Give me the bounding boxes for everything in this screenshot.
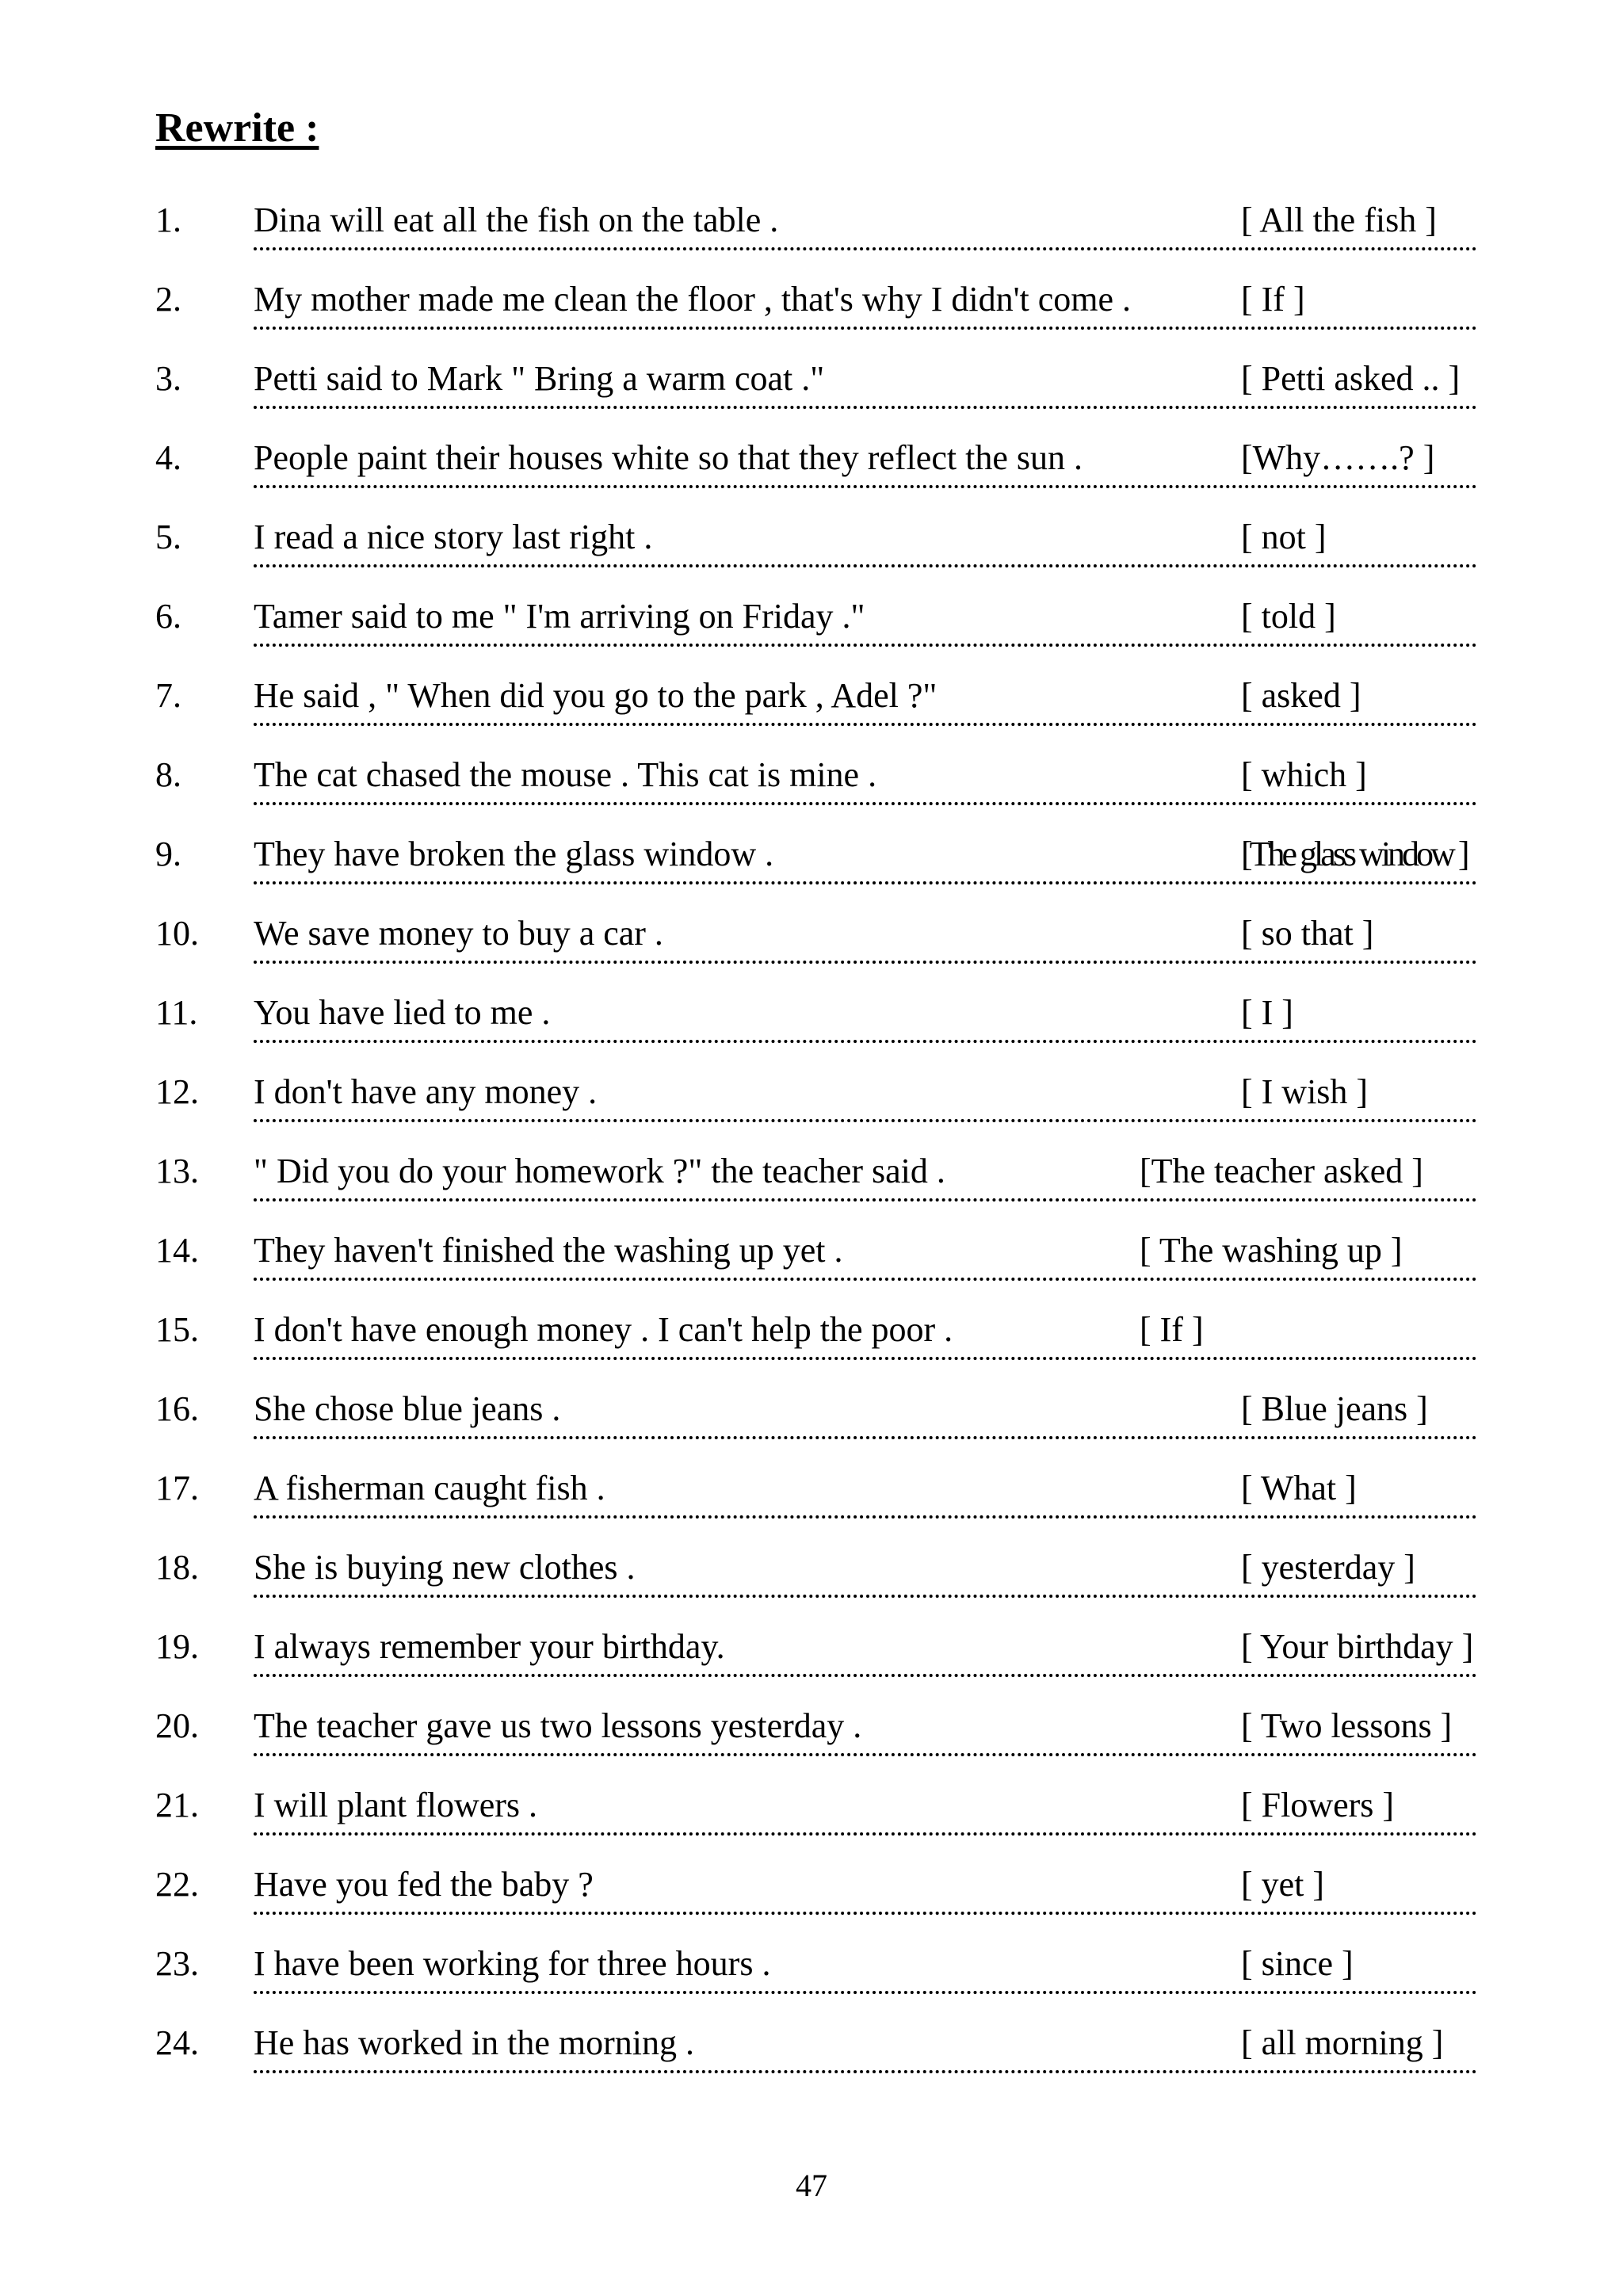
answer-line[interactable] xyxy=(254,2070,1477,2073)
exercise-item xyxy=(0,599,1623,678)
answer-line[interactable] xyxy=(254,881,1477,884)
answer-line[interactable] xyxy=(254,1753,1477,1756)
item-cue: [ Blue jeans ] xyxy=(1241,1389,1428,1428)
item-cue: [ The washing up ] xyxy=(1140,1231,1403,1270)
item-cue: [ all morning ] xyxy=(1241,2023,1444,2062)
item-cue: [ I wish ] xyxy=(1241,1072,1369,1111)
item-number: 9. xyxy=(155,835,181,873)
page-title: Rewrite : xyxy=(155,105,319,151)
exercise-item xyxy=(0,438,1623,520)
item-sentence: They have broken the glass window . xyxy=(254,835,774,873)
item-sentence: He said , " When did you go to the park , Adel ?" xyxy=(254,676,938,715)
answer-line[interactable] xyxy=(254,1515,1477,1519)
answer-line[interactable] xyxy=(254,1040,1477,1043)
item-cue: [The teacher asked ] xyxy=(1140,1152,1423,1190)
exercise-item xyxy=(0,995,1623,1075)
item-cue: [ All the fish ] xyxy=(1241,201,1437,239)
exercise-item xyxy=(0,1471,1623,1550)
item-number: 17. xyxy=(155,1469,199,1507)
item-number: 15. xyxy=(155,1310,199,1349)
answer-line[interactable] xyxy=(254,485,1477,488)
item-sentence: Have you fed the baby ? xyxy=(254,1865,594,1904)
answer-line[interactable] xyxy=(254,1595,1477,1598)
exercise-item xyxy=(0,1154,1623,1233)
item-cue: [ told ] xyxy=(1241,597,1336,636)
item-sentence: Petti said to Mark " Bring a warm coat ." xyxy=(254,359,825,398)
item-number: 4. xyxy=(155,438,181,477)
exercise-item xyxy=(0,678,1623,758)
answer-line[interactable] xyxy=(254,1278,1477,1281)
exercise-item xyxy=(0,1312,1623,1392)
exercise-item xyxy=(0,1072,1623,1154)
answer-line[interactable] xyxy=(254,723,1477,726)
item-sentence: They haven't finished the washing up yet . xyxy=(254,1231,843,1270)
item-number: 16. xyxy=(155,1389,199,1428)
item-cue: [ asked ] xyxy=(1241,676,1361,715)
exercise-item xyxy=(0,1629,1623,1709)
item-number: 12. xyxy=(155,1072,199,1111)
item-cue: [ Two lessons ] xyxy=(1241,1706,1453,1745)
exercise-item xyxy=(0,282,1623,361)
item-sentence: Tamer said to me " I'm arriving on Friday ." xyxy=(254,597,865,636)
exercise-item xyxy=(0,203,1623,282)
item-sentence: I will plant flowers . xyxy=(254,1786,538,1824)
item-sentence: My mother made me clean the floor , that's why I didn't come . xyxy=(254,280,1132,319)
exercise-item xyxy=(0,1867,1623,1946)
item-number: 11. xyxy=(155,993,198,1032)
item-sentence: She chose blue jeans . xyxy=(254,1389,561,1428)
exercise-item xyxy=(0,837,1623,916)
page-number: 47 xyxy=(796,2168,827,2203)
item-number: 20. xyxy=(155,1706,199,1745)
answer-line[interactable] xyxy=(254,327,1477,330)
answer-line[interactable] xyxy=(254,1198,1477,1201)
item-number: 1. xyxy=(155,201,181,239)
exercise-item xyxy=(0,1389,1623,1471)
item-sentence: You have lied to me . xyxy=(254,993,551,1032)
answer-line[interactable] xyxy=(254,802,1477,805)
item-number: 13. xyxy=(155,1152,199,1190)
item-sentence: A fisherman caught fish . xyxy=(254,1469,605,1507)
item-cue: [ so that ] xyxy=(1241,914,1374,953)
item-number: 6. xyxy=(155,597,181,636)
item-sentence: I don't have enough money . I can't help the poor . xyxy=(254,1310,953,1349)
answer-line[interactable] xyxy=(254,406,1477,409)
item-sentence: I always remember your birthday. xyxy=(254,1627,725,1666)
item-number: 21. xyxy=(155,1786,199,1824)
item-sentence: " Did you do your homework ?" the teacher said . xyxy=(254,1152,945,1190)
item-cue: [ Petti asked .. ] xyxy=(1241,359,1461,398)
item-sentence: I have been working for three hours . xyxy=(254,1944,771,1983)
item-cue: [ which ] xyxy=(1241,755,1367,794)
item-number: 18. xyxy=(155,1548,199,1587)
item-cue: [ Your birthday ] xyxy=(1241,1627,1474,1666)
item-number: 3. xyxy=(155,359,181,398)
item-number: 14. xyxy=(155,1231,199,1270)
item-sentence: I don't have any money . xyxy=(254,1072,598,1111)
exercise-item xyxy=(0,1550,1623,1629)
item-sentence: He has worked in the morning . xyxy=(254,2023,694,2062)
exercise-item xyxy=(0,755,1623,837)
item-cue: [ If ] xyxy=(1241,280,1305,319)
answer-line[interactable] xyxy=(254,1832,1477,1836)
exercise-item xyxy=(0,1706,1623,1788)
item-sentence: She is buying new clothes . xyxy=(254,1548,636,1587)
item-number: 2. xyxy=(155,280,181,319)
item-cue: [ since ] xyxy=(1241,1944,1354,1983)
answer-line[interactable] xyxy=(254,247,1477,250)
item-sentence: The teacher gave us two lessons yesterday . xyxy=(254,1706,862,1745)
item-sentence: The cat chased the mouse . This cat is mine . xyxy=(254,755,877,794)
item-sentence: Dina will eat all the fish on the table . xyxy=(254,201,779,239)
exercise-item xyxy=(0,1233,1623,1312)
exercise-item xyxy=(0,1946,1623,2026)
item-number: 23. xyxy=(155,1944,199,1983)
answer-line[interactable] xyxy=(254,961,1477,964)
item-cue: [ Flowers ] xyxy=(1241,1786,1395,1824)
answer-line[interactable] xyxy=(254,1674,1477,1677)
exercise-item xyxy=(0,361,1623,441)
item-sentence: People paint their houses white so that they reflect the sun . xyxy=(254,438,1083,477)
answer-line[interactable] xyxy=(254,1357,1477,1360)
item-sentence: We save money to buy a car . xyxy=(254,914,663,953)
item-cue: [ yesterday ] xyxy=(1241,1548,1415,1587)
item-cue: [The glass window ] xyxy=(1241,835,1467,873)
item-number: 22. xyxy=(155,1865,199,1904)
answer-line[interactable] xyxy=(254,1912,1477,1915)
item-cue: [ not ] xyxy=(1241,518,1327,556)
exercise-item xyxy=(0,2023,1623,2105)
item-sentence: I read a nice story last right . xyxy=(254,518,653,556)
answer-line[interactable] xyxy=(254,564,1477,567)
item-cue: [ I ] xyxy=(1241,993,1293,1032)
exercise-item xyxy=(0,520,1623,599)
exercise-item xyxy=(0,916,1623,995)
item-number: 10. xyxy=(155,914,199,953)
answer-line[interactable] xyxy=(254,1436,1477,1439)
item-number: 5. xyxy=(155,518,181,556)
answer-line[interactable] xyxy=(254,644,1477,647)
exercise-item xyxy=(0,1788,1623,1867)
item-number: 7. xyxy=(155,676,181,715)
item-cue: [Why…….? ] xyxy=(1241,438,1435,477)
item-number: 24. xyxy=(155,2023,199,2062)
item-number: 19. xyxy=(155,1627,199,1666)
item-cue: [ yet ] xyxy=(1241,1865,1325,1904)
item-cue: [ If ] xyxy=(1140,1310,1204,1349)
answer-line[interactable] xyxy=(254,1119,1477,1122)
answer-line[interactable] xyxy=(254,1991,1477,1994)
item-cue: [ What ] xyxy=(1241,1469,1357,1507)
item-number: 8. xyxy=(155,755,181,794)
